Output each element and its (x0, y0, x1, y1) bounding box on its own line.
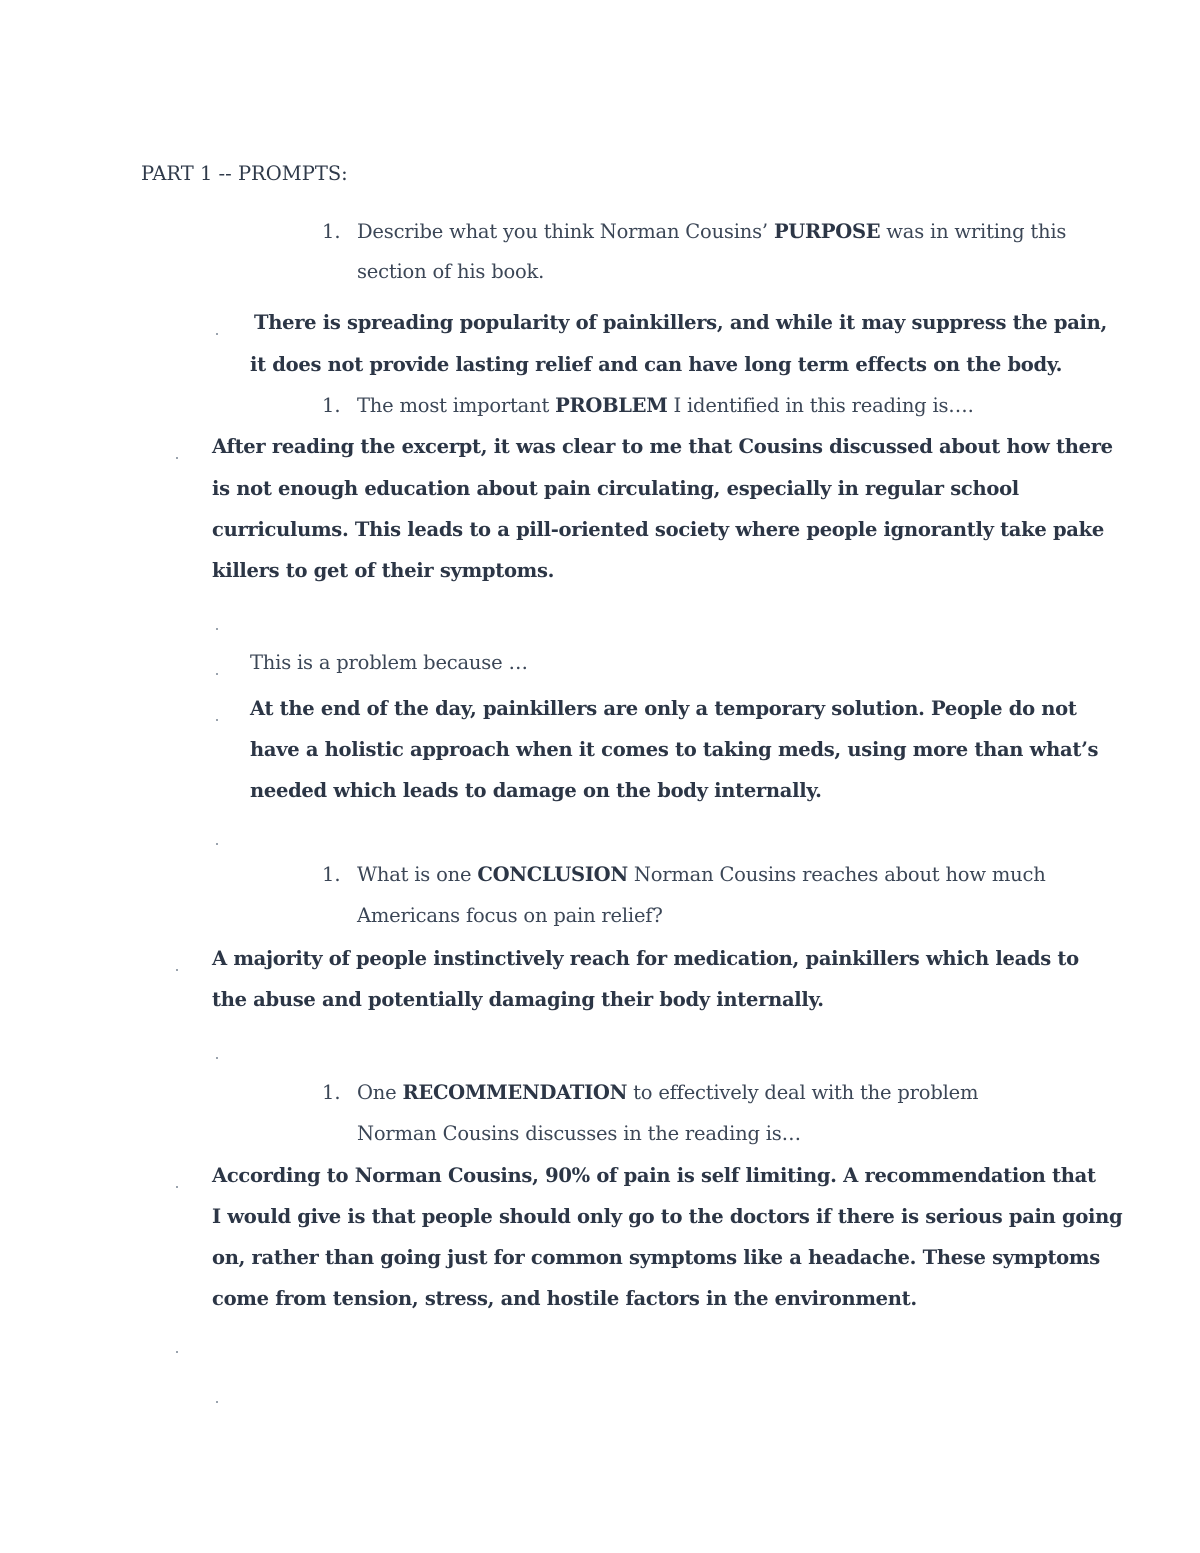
answer-2-line-3: curriculums. This leads to a pill-oriented society where people ignorantly take pake (212, 518, 1104, 541)
prompt-keyword: RECOMMENDATION (402, 1081, 628, 1104)
list-number: 1. (322, 1081, 341, 1104)
prompt-4-line-1 (357, 1079, 978, 1107)
prompt-text: What is one (357, 863, 478, 886)
bullet-dot (216, 628, 218, 630)
prompt-keyword: PROBLEM (555, 394, 668, 417)
prompt-text: Describe what you think Norman Cousins’ (357, 220, 774, 243)
bullet-dot (216, 1401, 218, 1403)
bullet-dot (216, 843, 218, 845)
prompt-2-line-1 (357, 392, 974, 420)
prompt-1-line-1 (357, 218, 1066, 246)
answer-1-line-2: it does not provide lasting relief and can have long term effects on the body. (250, 353, 1063, 376)
list-number: 1. (322, 863, 341, 886)
answer-2b-line-2: have a holistic approach when it comes to taking meds, using more than what’s (250, 738, 1099, 761)
bullet-dot (176, 457, 178, 459)
prompt-text: was in writing this (880, 220, 1067, 243)
bullet-dot (216, 333, 218, 335)
answer-1-line-1: There is spreading popularity of painkillers, and while it may suppress the pain, (254, 311, 1108, 334)
answer-3-line-1: A majority of people instinctively reach for medication, painkillers which leads to (212, 947, 1079, 970)
prompt-text: to effectively deal with the problem (627, 1081, 979, 1104)
list-number: 1. (322, 220, 341, 243)
bullet-dot (176, 1351, 178, 1353)
bullet-dot (176, 1186, 178, 1188)
prompt-3-line-2: Americans focus on pain relief? (357, 904, 663, 927)
answer-4-line-4: come from tension, stress, and hostile factors in the environment. (212, 1287, 917, 1310)
answer-4-line-1: According to Norman Cousins, 90% of pain is self limiting. A recommendation that (212, 1164, 1096, 1187)
answer-2-line-4: killers to get of their symptoms. (212, 559, 555, 582)
prompt-2b-line: This is a problem because … (250, 651, 528, 674)
answer-3-line-2: the abuse and potentially damaging their body internally. (212, 988, 824, 1011)
prompt-keyword: CONCLUSION (477, 863, 628, 886)
prompt-1-line-2: section of his book. (357, 260, 545, 283)
prompt-text: Norman Cousins reaches about how much (627, 863, 1046, 886)
prompt-text: I identified in this reading is…. (667, 394, 974, 417)
bullet-dot (216, 719, 218, 721)
answer-2b-line-1: At the end of the day, painkillers are only a temporary solution. People do not (250, 697, 1077, 720)
bullet-dot (216, 1057, 218, 1059)
prompt-3-line-1 (357, 861, 1046, 889)
answer-2b-line-3: needed which leads to damage on the body internally. (250, 779, 822, 802)
list-number: 1. (322, 394, 341, 417)
answer-4-line-2: I would give is that people should only go to the doctors if there is serious pain going (212, 1205, 1123, 1228)
answer-2-line-2: is not enough education about pain circulating, especially in regular school (212, 477, 1019, 500)
prompt-text: One (357, 1081, 403, 1104)
bullet-dot (216, 673, 218, 675)
answer-2-line-1: After reading the excerpt, it was clear to me that Cousins discussed about how there (212, 435, 1113, 458)
prompt-keyword: PURPOSE (773, 220, 881, 243)
prompt-4-line-2: Norman Cousins discusses in the reading is… (357, 1122, 801, 1145)
answer-4-line-3: on, rather than going just for common symptoms like a headache. These symptoms (212, 1246, 1100, 1269)
bullet-dot (176, 969, 178, 971)
prompt-text: The most important (357, 394, 556, 417)
section-heading: PART 1 -- PROMPTS: (141, 162, 348, 185)
